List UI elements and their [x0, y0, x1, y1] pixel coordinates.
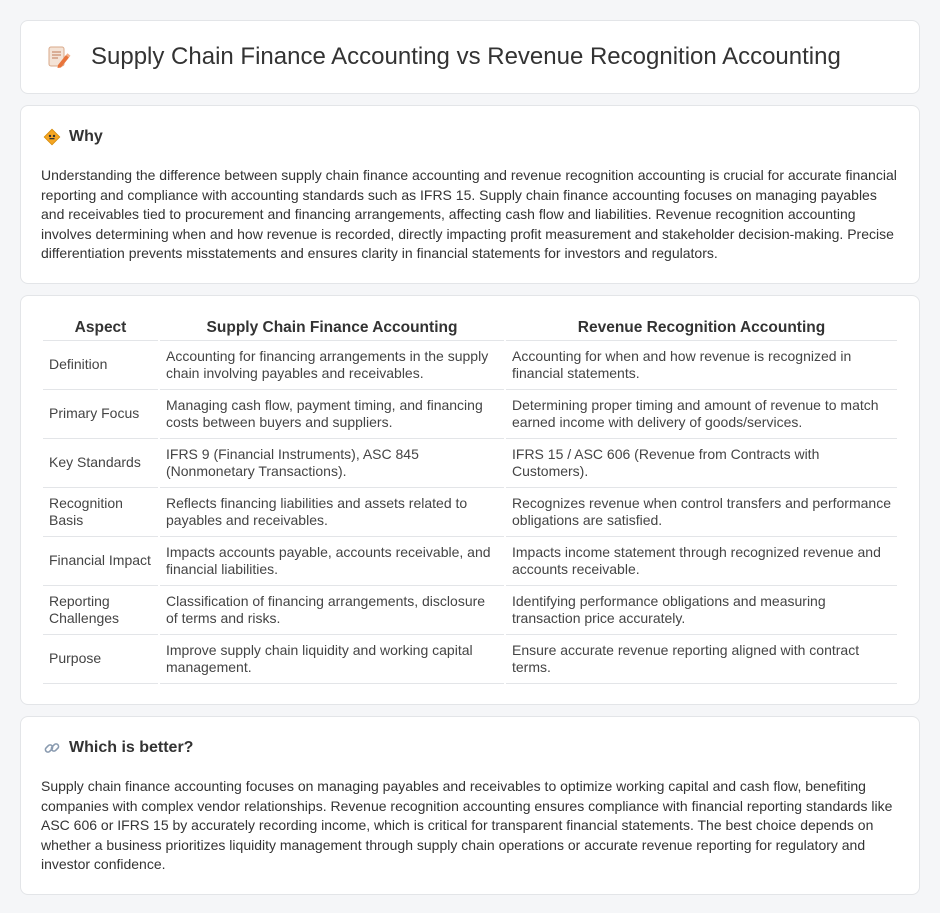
table-cell-aspect: Primary Focus: [43, 390, 158, 439]
document-pencil-icon: [45, 44, 71, 70]
table-cell: Classification of financing arrangements, disclosure of terms and risks.: [160, 586, 504, 635]
table-row: [43, 586, 897, 635]
diamond-sign-icon: [43, 128, 61, 146]
why-title: Why: [69, 128, 103, 145]
table-cell: Accounting for financing arrangements in the supply chain involving payables and receivables.: [160, 341, 504, 390]
which-better-section: [20, 716, 920, 895]
table-cell-aspect: Definition: [43, 341, 158, 390]
table-row: [43, 439, 897, 488]
why-section: [20, 105, 920, 284]
table-cell: Impacts accounts payable, accounts receivable, and financial liabilities.: [160, 537, 504, 586]
which-better-heading: [41, 739, 899, 757]
table-cell: Identifying performance obligations and measuring transaction price accurately.: [506, 586, 897, 635]
why-text: Understanding the difference between supply chain finance accounting and revenue recognition accounting is crucial for accurate financial reporting and compliance with accounting standards such as IFRS 15. Supply chain finance accounting focuses on managing payables and receivables tied to procurement and financing arrangements, affecting cash flow and liabilities. Revenue recognition accounting involves determining when and how revenue is recorded, directly impacting profit measurement and stakeholder decision-making. Precise differentiation prevents misstatements and ensures clarity in financial statements for investors and regulators.: [41, 167, 897, 262]
table-row: [43, 537, 897, 586]
link-icon: [43, 739, 61, 757]
table-cell: IFRS 15 / ASC 606 (Revenue from Contracts with Customers).: [506, 439, 897, 488]
table-row: [43, 635, 897, 684]
table-cell: IFRS 9 (Financial Instruments), ASC 845 (Nonmonetary Transactions).: [160, 439, 504, 488]
comparison-table: [41, 316, 899, 684]
table-cell-aspect: Financial Impact: [43, 537, 158, 586]
table-header-scf: Supply Chain Finance Accounting: [160, 316, 504, 341]
table-cell-aspect: Reporting Challenges: [43, 586, 158, 635]
table-cell: Determining proper timing and amount of revenue to match earned income with delivery of goods/services.: [506, 390, 897, 439]
comparison-table-card: [20, 295, 920, 705]
why-heading: [41, 128, 899, 146]
table-cell: Ensure accurate revenue reporting aligned with contract terms.: [506, 635, 897, 684]
header-card: [20, 20, 920, 94]
table-cell: Reflects financing liabilities and assets related to payables and receivables.: [160, 488, 504, 537]
table-header-row: [43, 316, 897, 341]
table-cell: Accounting for when and how revenue is recognized in financial statements.: [506, 341, 897, 390]
table-cell: Impacts income statement through recognized revenue and accounts receivable.: [506, 537, 897, 586]
which-better-text: Supply chain finance accounting focuses on managing payables and receivables to optimize working capital and cash flow, benefiting companies with complex vendor relationships. Revenue recognition accounting ensures compliance with financial reporting standards like ASC 606 or IFRS 15 by accurately recording income, which is critical for transparent financial statements. The best choice depends on whether a business prioritizes liquidity management through supply chain operations or accurate revenue reporting for regulatory and investor confidence.: [41, 778, 893, 873]
table-header-rr: Revenue Recognition Accounting: [506, 316, 897, 341]
table-cell-aspect: Recognition Basis: [43, 488, 158, 537]
table-row: [43, 390, 897, 439]
table-cell: Recognizes revenue when control transfers and performance obligations are satisfied.: [506, 488, 897, 537]
table-cell-aspect: Key Standards: [43, 439, 158, 488]
which-better-title: Which is better?: [69, 739, 194, 756]
table-cell-aspect: Purpose: [43, 635, 158, 684]
table-cell: Improve supply chain liquidity and working capital management.: [160, 635, 504, 684]
table-row: [43, 341, 897, 390]
table-row: [43, 488, 897, 537]
table-header-aspect: Aspect: [43, 316, 158, 341]
page-title: Supply Chain Finance Accounting vs Revenue Recognition Accounting: [91, 43, 841, 70]
table-cell: Managing cash flow, payment timing, and financing costs between buyers and suppliers.: [160, 390, 504, 439]
